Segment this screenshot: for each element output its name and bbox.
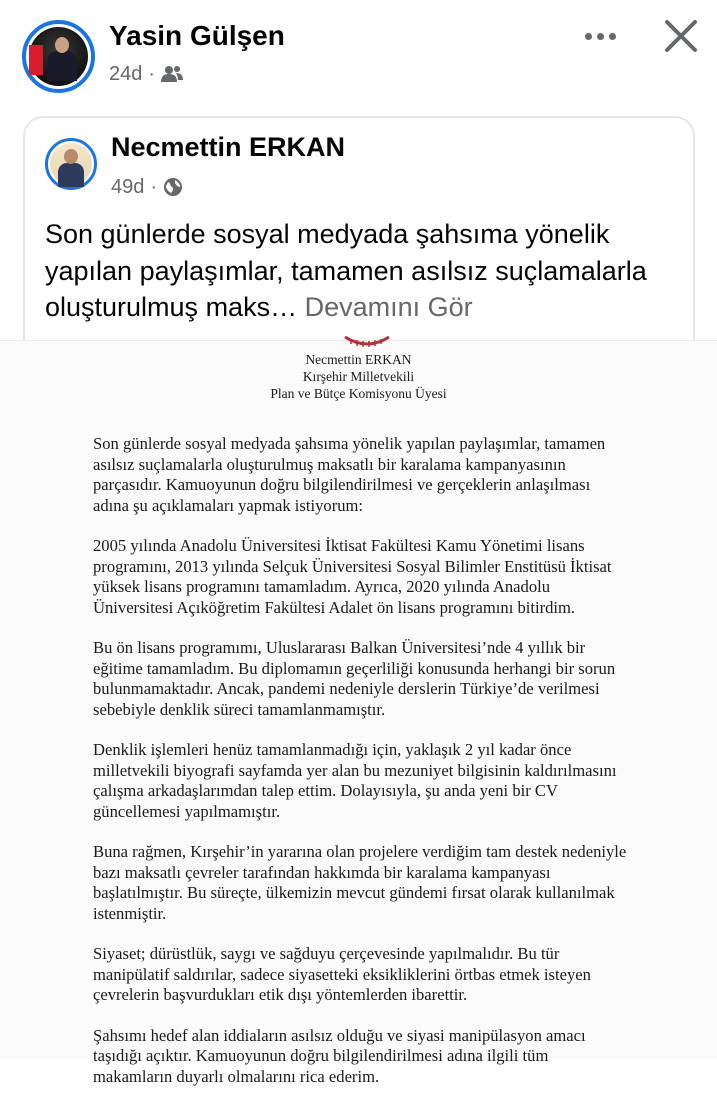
meta-separator: · [150,175,158,198]
shared-post-body: Son günlerde sosyal medyada şahsıma yönelik yapılan paylaşımlar, tamamen asılsız suçlamalarla oluşturulmuş maks… [45,219,647,322]
shared-post-text [45,216,685,326]
shared-post-meta [111,174,183,200]
document-letterhead [0,351,717,402]
letterhead-line: Necmettin ERKAN [305,352,412,367]
document-line: parçasıdır. Kamuoyunun doğru bilgilendirilmesi ve gerçeklerin anlaşılması [93,475,591,494]
document-line: Bu ön lisans programımı, Uluslararası Balkan Üniversitesi’nde 4 yıllık bir [93,638,586,657]
document-line: taşıdığı açıktır. Kamuoyunun doğru bilgilendirilmesi adına ilgili tüm [93,1046,549,1065]
shared-post-time[interactable]: 49d [111,175,145,198]
document-line: Buna rağmen, Kırşehir’in yararına olan projelere verdiğim tam destek nedeniyle [93,842,627,861]
shared-author-avatar[interactable] [45,138,97,190]
author-avatar-image [29,27,88,86]
shared-author-avatar-image [50,143,92,185]
document-line: bulunmamaktadır. Ancak, pandemi nedeniyle derslerin Türkiye’de verilmesi [93,679,600,698]
document-line: adına şu açıklamaları yapmak istiyorum: [93,495,364,515]
document-paragraph [93,842,653,924]
document-line: çalışma arkadaşlarımdan talep ettim. Dolayısıyla, şu anda yeni bir CV [93,781,558,800]
document-line: 2005 yılında Anadolu Üniversitesi İktisat Fakültesi Kamu Yönetimi lisans [93,536,585,555]
letterhead-line: Kırşehir Milletvekili [302,369,415,384]
close-icon[interactable] [659,14,703,58]
post-time[interactable]: 24d [109,62,143,85]
document-line: makamların duyarlı olmalarını rica ederim. [93,1066,380,1086]
document-paragraph [93,740,653,822]
author-name[interactable]: Yasin Gülşen [109,20,285,51]
document-paragraph [93,944,653,1006]
document-line: bazı maksatlı çevreler tarafından hakkımda bir karalama kampanyası [93,862,551,882]
seal-emblem [341,337,393,349]
people-icon [161,65,183,83]
see-more-link[interactable]: Devamını Gör [304,292,473,322]
meta-separator: · [148,62,156,85]
document-line: istenmiştir. [93,903,167,923]
document-paragraph [93,638,653,720]
document-line: güncellemesi yapılmamıştır. [93,801,281,821]
document-line: eğitime tamamladım. Bu diplomamın geçerliliği konusunda herhangi bir sorun [93,658,616,678]
document-line: Şahsımı hedef alan iddiaların asılsız olduğu ve siyasi manipülasyon amacı [93,1025,586,1045]
letterhead-line: Plan ve Bütçe Komisyonu Üyesi [270,386,447,401]
document-paragraph [93,434,653,516]
document-line: yüksek lisans programını tamamladım. Ayrıca, 2020 yılında Anadolu [93,577,551,596]
document-line: sebebiyle denklik süreci tamamlanmamıştır. [93,699,386,719]
globe-icon [163,177,183,197]
document-line: başlatılmıştır. Bu süreçte, ülkemizin mevcut gündemi fırsat olarak kullanılmak [93,883,615,902]
document-line: Denklik işlemleri henüz tamamlanmadığı için, yaklaşık 2 yıl kadar önce [93,740,572,759]
document-line: Siyaset; dürüstlük, saygı ve sağduyu çerçevesinde yapılmalıdır. Bu tür [93,944,560,963]
shared-author-name[interactable]: Necmettin ERKAN [111,132,346,162]
shared-post-card[interactable] [23,116,695,356]
more-horizontal-icon[interactable] [580,22,620,50]
post-header [0,0,717,110]
author-avatar[interactable] [22,20,95,93]
document-body [93,434,653,1107]
document-line: asılsız suçlamalarla oluşturulmuş maksatlı bir karalama kampanyasının [93,454,566,474]
document-paragraph [93,536,653,618]
document-line: çevrelerin başvurdukları etik dışı yöntemlerden ibarettir. [93,985,468,1004]
document-line: manipülatif saldırılar, sadece siyasetteki eksikliklerini örtbas etmek isteyen [93,964,591,984]
document-line: Son günlerde sosyal medyada şahsıma yönelik yapılan paylaşımlar, tamamen [93,434,606,453]
document-line: Üniversitesi Açıköğretim Fakültesi Adalet ön lisans programını bitirdim. [93,597,576,617]
document-paragraph [93,1026,653,1088]
document-line: programını, 2013 yılında Selçuk Üniversitesi Sosyal Bilimler Enstitüsü İktisat [93,556,612,576]
document-image[interactable] [0,340,717,1086]
document-line: milletvekili biyografi sayfamda yer alan bu mezuniyet bilgisinin kaldırılmasını [93,760,617,780]
post-meta [109,62,183,86]
